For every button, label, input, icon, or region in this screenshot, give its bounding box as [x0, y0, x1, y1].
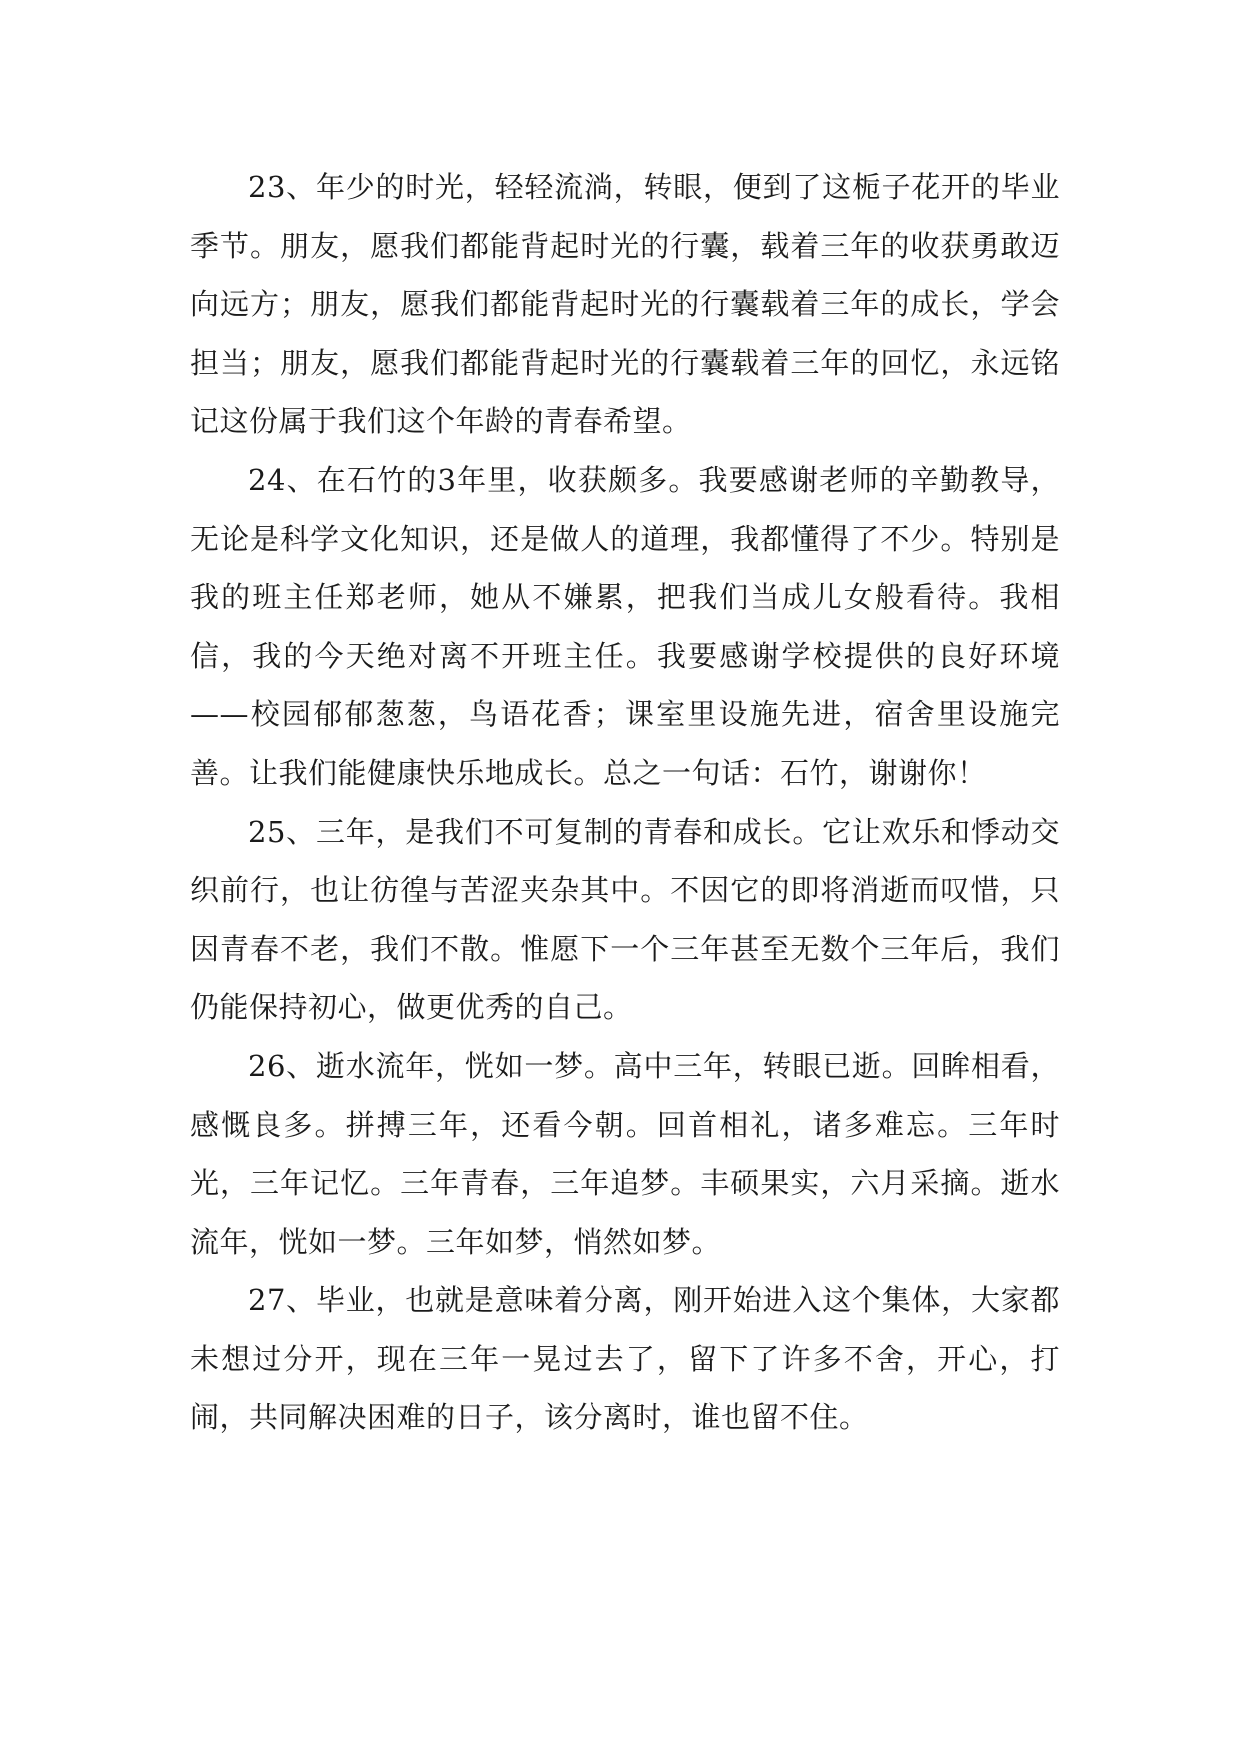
paragraph-26: 26、逝水流年，恍如一梦。高中三年，转眼已逝。回眸相看，感慨良多。拼搏三年，还看今朝。回首相礼，诸多难忘。三年时光，三年记忆。三年青春，三年追梦。丰硕果实，六月采摘。逝水流年，恍如一梦。三年如梦，悄然如梦。: [190, 1048, 1060, 1259]
paragraph-25: 25、三年，是我们不可复制的青春和成长。它让欢乐和悸动交织前行，也让彷徨与苦涩夹杂其中。不因它的即将消逝而叹惜，只因青春不老，我们不散。惟愿下一个三年甚至无数个三年后，我们仍能保持初心，做更优秀的自己。: [190, 814, 1060, 1025]
paragraph-27: 27、毕业，也就是意味着分离，刚开始进入这个集体，大家都未想过分开，现在三年一晃过去了，留下了许多不舍，开心，打闹，共同解决困难的日子，该分离时，谁也留不住。: [190, 1283, 1060, 1435]
paragraph-24: 24、在石竹的3年里，收获颇多。我要感谢老师的辛勤教导，无论是科学文化知识，还是做人的道理，我都懂得了不少。特别是我的班主任郑老师，她从不嫌累，把我们当成儿女般看待。我相信，我的今天绝对离不开班主任。我要感谢学校提供的良好环境——校园郁郁葱葱，鸟语花香；课室里设施先进，宿舍里设施完善。让我们能健康快乐地成长。总之一句话：石竹，谢谢你！: [190, 462, 1060, 790]
document-body: [190, 158, 1060, 1447]
paragraph-23: 23、年少的时光，轻轻流淌，转眼，便到了这栀子花开的毕业季节。朋友，愿我们都能背起时光的行囊，载着三年的收获勇敢迈向远方；朋友，愿我们都能背起时光的行囊载着三年的成长，学会担当；朋友，愿我们都能背起时光的行囊载着三年的回忆，永远铭记这份属于我们这个年龄的青春希望。: [190, 170, 1060, 439]
